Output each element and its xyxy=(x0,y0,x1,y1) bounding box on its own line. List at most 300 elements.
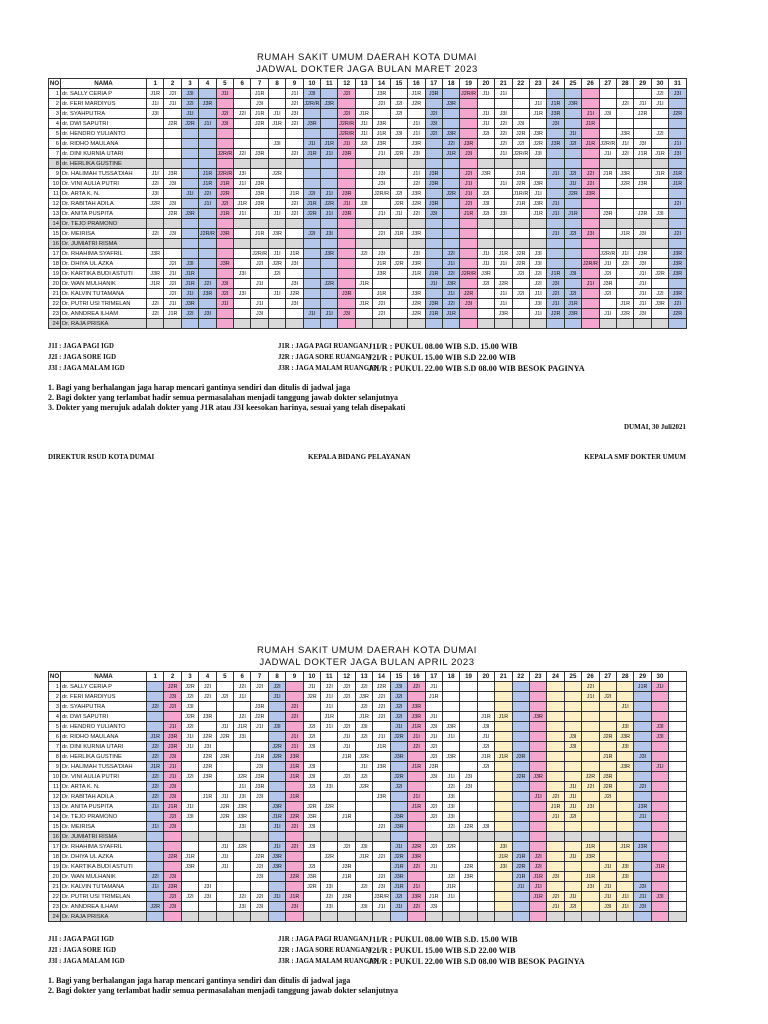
shift-cell xyxy=(234,319,251,329)
shift-cell xyxy=(495,682,512,692)
shift-cell xyxy=(234,299,251,309)
note-1: 1. Bagi yang berhalangan jaga harap mencari gantinya sendiri dan ditulis di jadwal jaga xyxy=(48,383,351,392)
shift-cell xyxy=(321,772,338,782)
shift-cell: J2I xyxy=(164,892,181,902)
shift-cell xyxy=(547,179,564,189)
shift-cell: J3I xyxy=(477,199,494,209)
shift-cell: J2I xyxy=(373,872,390,882)
shift-cell: J1I xyxy=(512,882,529,892)
doctor-name: Dr. WAN MULHANIK xyxy=(61,872,147,882)
shift-cell: J3I xyxy=(442,792,459,802)
shift-cell xyxy=(425,872,442,882)
shift-cell xyxy=(460,812,477,822)
shift-cell: J1R xyxy=(564,209,581,219)
table-row xyxy=(49,269,687,279)
table-row xyxy=(49,702,687,712)
doctor-name: Dr. JUMIATRI RISMA xyxy=(61,239,147,249)
shift-cell xyxy=(321,119,338,129)
header-day: 28 xyxy=(616,672,633,682)
shift-cell xyxy=(495,219,512,229)
table-row xyxy=(49,682,687,692)
shift-cell xyxy=(181,129,198,139)
shift-cell xyxy=(669,872,686,882)
shift-cell: J1I xyxy=(477,89,494,99)
shift-cell xyxy=(599,179,616,189)
shift-cell: J2R xyxy=(251,119,268,129)
shift-cell: J1I xyxy=(147,99,164,109)
shift-cell: J3R xyxy=(408,852,425,862)
shift-cell xyxy=(529,169,546,179)
shift-cell xyxy=(669,792,686,802)
shift-cell xyxy=(651,109,668,119)
table-row xyxy=(49,109,687,119)
shift-cell: J2I xyxy=(181,309,198,319)
shift-cell: J2I xyxy=(582,682,599,692)
shift-cell xyxy=(321,832,338,842)
shift-cell xyxy=(442,159,459,169)
table-row xyxy=(49,199,687,209)
shift-cell: J2I xyxy=(268,682,285,692)
shift-cell: J2I xyxy=(164,279,181,289)
shift-cell: J1R xyxy=(634,149,651,159)
shift-cell xyxy=(251,169,268,179)
shift-cell: J2I xyxy=(512,139,529,149)
shift-cell xyxy=(460,702,477,712)
shift-cell: J2I xyxy=(147,792,164,802)
shift-cell: J2R xyxy=(390,149,407,159)
shift-cell: J1R xyxy=(251,89,268,99)
shift-cell: J1R xyxy=(408,762,425,772)
legend-j3r: J3R : JAGA MALAM RUANGAN xyxy=(278,365,379,372)
shift-cell: J2I xyxy=(477,279,494,289)
shift-cell: J3I xyxy=(286,299,303,309)
shift-cell: J1I xyxy=(321,309,338,319)
shift-cell: J1I xyxy=(651,99,668,109)
shift-cell xyxy=(651,249,668,259)
shift-cell: J3R xyxy=(181,209,198,219)
shift-cell: J2I xyxy=(529,862,546,872)
shift-cell xyxy=(460,249,477,259)
shift-cell: J2R/R xyxy=(461,90,476,97)
shift-cell: J3R xyxy=(616,129,633,139)
shift-cell xyxy=(164,319,181,329)
shift-cell: J3I xyxy=(199,882,216,892)
shift-cell xyxy=(477,772,494,782)
shift-cell xyxy=(338,259,355,269)
shift-cell: J3R xyxy=(303,872,320,882)
shift-cell: J2I xyxy=(599,289,616,299)
shift-cell xyxy=(286,782,303,792)
shift-cell xyxy=(373,199,390,209)
shift-cell: J1R xyxy=(355,109,372,119)
signatory-smf-head: KEPALA SMF DOKTER UMUM xyxy=(584,453,686,461)
shift-cell xyxy=(547,692,564,702)
shift-cell: J1I xyxy=(547,209,564,219)
shift-cell xyxy=(147,682,164,692)
shift-cell xyxy=(390,179,407,189)
shift-cell xyxy=(651,259,668,269)
shift-cell: J1I xyxy=(216,852,233,862)
shift-cell xyxy=(669,902,686,912)
shift-cell xyxy=(477,289,494,299)
legend-hours-1: J1I/R : PUKUL 08.00 WIB S.D. 15.00 WIB xyxy=(368,342,518,351)
shift-cell xyxy=(425,229,442,239)
shift-cell xyxy=(390,762,407,772)
shift-cell: J3R xyxy=(442,752,459,762)
shift-cell: J2I xyxy=(355,882,372,892)
shift-cell: J3I xyxy=(616,722,633,732)
header-day: 21 xyxy=(495,79,512,89)
row-number: 4 xyxy=(49,119,61,129)
shift-cell xyxy=(564,832,581,842)
shift-cell xyxy=(582,159,599,169)
shift-cell: J1I xyxy=(529,792,546,802)
shift-cell xyxy=(512,692,529,702)
row-number: 4 xyxy=(49,712,61,722)
shift-cell xyxy=(216,319,233,329)
shift-cell: J2R xyxy=(164,209,181,219)
doctor-name: Dr. ARTA K. N. xyxy=(61,189,147,199)
shift-cell xyxy=(460,892,477,902)
shift-cell: J2I xyxy=(460,169,477,179)
shift-cell xyxy=(495,812,512,822)
shift-cell: J2I xyxy=(442,872,459,882)
header-day: 26 xyxy=(582,672,599,682)
shift-cell: J1R xyxy=(338,752,355,762)
row-number: 16 xyxy=(49,239,61,249)
shift-cell: J1I xyxy=(634,279,651,289)
header-day: 5 xyxy=(216,79,233,89)
legend-j2i: J2I : JAGA SORE IGD xyxy=(48,947,116,954)
table-row xyxy=(49,882,687,892)
shift-cell xyxy=(634,319,651,329)
shift-cell xyxy=(268,179,285,189)
shift-cell: J1I xyxy=(181,189,198,199)
shift-cell: J1I xyxy=(547,902,564,912)
shift-cell: J3I xyxy=(286,279,303,289)
shift-cell xyxy=(199,219,216,229)
shift-cell xyxy=(512,89,529,99)
shift-cell: J1I xyxy=(547,812,564,822)
shift-cell: J1I xyxy=(460,189,477,199)
shift-cell xyxy=(303,892,320,902)
legend-hours xyxy=(368,934,585,967)
shift-cell xyxy=(181,882,198,892)
shift-cell: J2R/R xyxy=(252,250,268,257)
shift-cell: J2I xyxy=(547,892,564,902)
shift-cell: J1I xyxy=(355,762,372,772)
shift-cell: J2I xyxy=(495,139,512,149)
table-row xyxy=(49,752,687,762)
shift-cell: J2I xyxy=(147,229,164,239)
shift-cell xyxy=(460,692,477,702)
shift-cell: J1R xyxy=(547,99,564,109)
shift-cell xyxy=(164,239,181,249)
shift-cell xyxy=(651,199,668,209)
shift-cell xyxy=(338,782,355,792)
shift-cell xyxy=(582,239,599,249)
shift-cell: J2I xyxy=(286,99,303,109)
shift-cell xyxy=(251,822,268,832)
shift-cell xyxy=(564,772,581,782)
shift-cell: J2R xyxy=(512,862,529,872)
row-number: 14 xyxy=(49,812,61,822)
shift-cell xyxy=(616,319,633,329)
shift-cell: J1I xyxy=(599,149,616,159)
schedule-table xyxy=(48,78,687,329)
shift-cell: J2R xyxy=(216,802,233,812)
shift-cell: J3I xyxy=(199,892,216,902)
shift-cell xyxy=(477,219,494,229)
shift-cell: J1R xyxy=(147,89,164,99)
shift-cell: J2I xyxy=(303,862,320,872)
shift-cell xyxy=(529,832,546,842)
shift-cell xyxy=(199,129,216,139)
shift-cell xyxy=(599,832,616,842)
shift-cell: J3I xyxy=(651,892,668,902)
shift-cell xyxy=(199,902,216,912)
shift-cell xyxy=(582,912,599,922)
shift-cell xyxy=(547,159,564,169)
shift-cell xyxy=(286,882,303,892)
shift-cell xyxy=(147,862,164,872)
hospital-title: RUMAH SAKIT UMUM DAERAH KOTA DUMAI xyxy=(256,645,478,656)
shift-cell xyxy=(547,249,564,259)
shift-cell: J2I xyxy=(251,892,268,902)
shift-cell: J3R xyxy=(199,712,216,722)
shift-cell xyxy=(634,792,651,802)
shift-cell: J1I xyxy=(616,139,633,149)
doctor-name: Dr. RHAHIMA SYAFRIL xyxy=(61,249,147,259)
shift-cell xyxy=(442,742,459,752)
row-number: 6 xyxy=(49,732,61,742)
shift-cell xyxy=(634,692,651,702)
shift-cell xyxy=(355,912,372,922)
legend xyxy=(48,341,686,377)
shift-cell: J1I xyxy=(477,259,494,269)
shift-cell: J2R/R xyxy=(217,170,233,177)
shift-cell xyxy=(582,99,599,109)
shift-cell xyxy=(425,189,442,199)
shift-cell: J2I xyxy=(669,199,686,209)
header-row xyxy=(49,79,687,89)
shift-cell xyxy=(408,692,425,702)
shift-cell xyxy=(216,822,233,832)
shift-cell xyxy=(286,159,303,169)
shift-cell xyxy=(234,239,251,249)
shift-cell xyxy=(582,89,599,99)
shift-cell: J1I xyxy=(599,259,616,269)
row-number: 7 xyxy=(49,742,61,752)
shift-cell xyxy=(634,912,651,922)
shift-cell xyxy=(547,762,564,772)
shift-cell: J3I xyxy=(355,199,372,209)
shift-cell: J2R xyxy=(669,109,686,119)
shift-cell: J2R xyxy=(234,842,251,852)
doctor-name: Dr. HALIMAH TUSSA'DIAH xyxy=(61,762,147,772)
shift-cell xyxy=(442,682,459,692)
shift-cell: J3R xyxy=(425,199,442,209)
doctor-name: Dr. ANITA PUSPITA xyxy=(61,802,147,812)
shift-cell xyxy=(460,309,477,319)
legend-hours-2: J2I/R : PUKUL 15.00 WIB S.D 22.00 WIB xyxy=(368,946,516,955)
row-number: 1 xyxy=(49,89,61,99)
shift-cell: J3I xyxy=(564,742,581,752)
shift-cell xyxy=(268,239,285,249)
shift-cell: J1I xyxy=(321,722,338,732)
shift-cell xyxy=(303,269,320,279)
shift-cell: J2I xyxy=(164,812,181,822)
shift-cell xyxy=(355,812,372,822)
shift-cell xyxy=(477,892,494,902)
shift-cell xyxy=(321,752,338,762)
shift-cell xyxy=(355,239,372,249)
legend-ruangan xyxy=(278,341,379,374)
shift-cell xyxy=(286,239,303,249)
shift-cell: J2I xyxy=(199,279,216,289)
shift-cell xyxy=(199,842,216,852)
table-row xyxy=(49,812,687,822)
shift-cell: J3I xyxy=(425,722,442,732)
shift-cell xyxy=(460,762,477,772)
shift-cell xyxy=(651,702,668,712)
shift-cell: J2R/R xyxy=(339,130,355,137)
table-row xyxy=(49,89,687,99)
shift-cell: J2I xyxy=(251,259,268,269)
shift-cell xyxy=(321,742,338,752)
shift-cell: J3I xyxy=(251,309,268,319)
table-row xyxy=(49,149,687,159)
doctor-name: Dr. TEJO PRAMONO xyxy=(61,219,147,229)
shift-cell xyxy=(564,872,581,882)
row-number: 21 xyxy=(49,882,61,892)
shift-cell xyxy=(199,299,216,309)
shift-cell xyxy=(616,852,633,862)
shift-cell: J1R xyxy=(495,249,512,259)
shift-cell xyxy=(599,912,616,922)
shift-cell: J2I xyxy=(286,209,303,219)
shift-cell xyxy=(164,862,181,872)
shift-cell: J2I xyxy=(338,109,355,119)
shift-cell xyxy=(547,882,564,892)
shift-cell xyxy=(442,209,459,219)
shift-cell: J1I xyxy=(547,229,564,239)
shift-cell: J3R xyxy=(425,169,442,179)
shift-cell: J3I xyxy=(234,822,251,832)
shift-cell: J3R xyxy=(408,229,425,239)
shift-cell: J3R xyxy=(373,139,390,149)
shift-cell: J2R xyxy=(216,812,233,822)
shift-cell: J1R xyxy=(321,712,338,722)
shift-cell xyxy=(669,862,686,872)
shift-cell xyxy=(234,249,251,259)
shift-cell xyxy=(529,159,546,169)
shift-cell xyxy=(286,862,303,872)
shift-cell xyxy=(147,219,164,229)
shift-cell: J1I xyxy=(616,892,633,902)
shift-cell xyxy=(355,259,372,269)
schedule-subtitle: JADWAL DOKTER JAGA BULAN MARET 2023 xyxy=(256,64,478,75)
shift-cell xyxy=(355,229,372,239)
table-row xyxy=(49,139,687,149)
shift-cell: J3R xyxy=(442,129,459,139)
shift-cell xyxy=(390,239,407,249)
shift-cell xyxy=(477,139,494,149)
shift-cell xyxy=(408,319,425,329)
legend-igd xyxy=(48,341,125,374)
shift-cell xyxy=(477,872,494,882)
shift-cell xyxy=(234,702,251,712)
shift-cell xyxy=(582,902,599,912)
shift-cell: J3I xyxy=(634,309,651,319)
shift-cell xyxy=(338,802,355,812)
shift-cell: J2R xyxy=(582,772,599,782)
shift-cell: J3I xyxy=(564,269,581,279)
shift-cell: J3I xyxy=(164,872,181,882)
notes xyxy=(48,976,686,996)
shift-cell: J3R xyxy=(251,702,268,712)
shift-cell xyxy=(599,99,616,109)
shift-cell xyxy=(390,792,407,802)
shift-cell: J2I xyxy=(338,722,355,732)
shift-cell xyxy=(477,802,494,812)
row-number: 1 xyxy=(49,682,61,692)
shift-cell xyxy=(616,772,633,782)
shift-cell xyxy=(408,239,425,249)
shift-cell xyxy=(495,912,512,922)
shift-cell xyxy=(425,832,442,842)
shift-cell: J2I xyxy=(355,249,372,259)
shift-cell xyxy=(460,722,477,732)
shift-cell: J1I xyxy=(529,99,546,109)
shift-cell: J1R xyxy=(355,852,372,862)
row-number: 18 xyxy=(49,852,61,862)
shift-cell xyxy=(199,832,216,842)
shift-cell: J3R xyxy=(547,109,564,119)
shift-cell: J3R xyxy=(529,712,546,722)
shift-cell xyxy=(234,279,251,289)
shift-cell xyxy=(616,269,633,279)
shift-cell: J2R xyxy=(460,289,477,299)
table-row xyxy=(49,762,687,772)
shift-cell xyxy=(582,732,599,742)
shift-cell xyxy=(651,119,668,129)
header-day: 22 xyxy=(512,79,529,89)
shift-cell xyxy=(477,702,494,712)
shift-cell xyxy=(425,249,442,259)
shift-cell xyxy=(286,169,303,179)
header-day: 13 xyxy=(355,79,372,89)
shift-cell: J3R xyxy=(268,802,285,812)
shift-cell xyxy=(547,682,564,692)
shift-cell xyxy=(303,792,320,802)
shift-cell: J1I xyxy=(582,279,599,289)
shift-cell xyxy=(512,702,529,712)
shift-cell: J2R xyxy=(286,872,303,882)
shift-cell xyxy=(616,289,633,299)
shift-cell: J1R xyxy=(425,692,442,702)
shift-cell: J3R xyxy=(599,209,616,219)
shift-cell xyxy=(599,89,616,99)
shift-cell: J2I xyxy=(390,702,407,712)
shift-cell xyxy=(477,782,494,792)
shift-cell xyxy=(234,872,251,882)
shift-cell xyxy=(529,229,546,239)
row-number: 8 xyxy=(49,159,61,169)
shift-cell: J1R xyxy=(286,249,303,259)
doctor-name: Dr. RHAHIMA SYAFRIL xyxy=(61,842,147,852)
shift-cell xyxy=(651,752,668,762)
